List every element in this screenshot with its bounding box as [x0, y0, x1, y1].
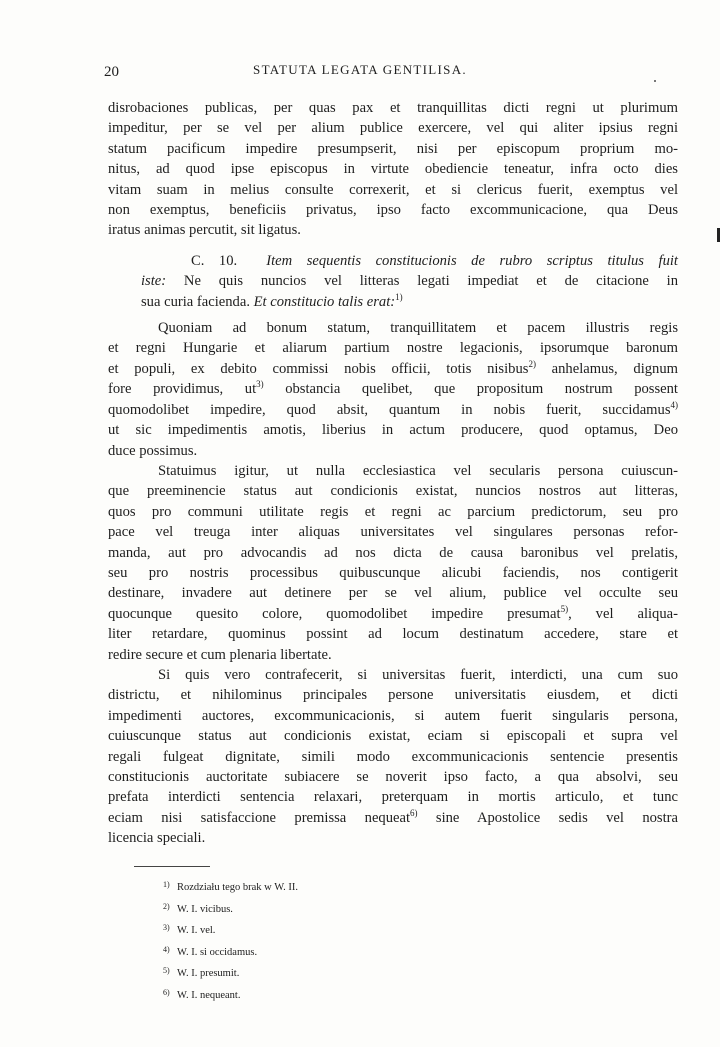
- footnote-rule: [134, 866, 210, 867]
- footnote-mark: 1): [163, 880, 170, 889]
- text-line: destinare, invadere aut detinere per se vel alium, publice vel occulte seu: [108, 585, 678, 602]
- text-line: [141, 251, 678, 271]
- text-line: cuiuscunque status aut condicionis existat, eciam si episcopali et supra vel: [108, 728, 678, 745]
- text-line: quos pro communi utilitate regis et regni ac parcium predictorum, seu pro: [108, 503, 678, 520]
- footnote-mark: 2): [163, 901, 170, 911]
- paragraph-3: [108, 461, 678, 665]
- text-run: eciam nisi satisfaccione premissa nequeat: [108, 809, 411, 826]
- footnote-mark: 3): [163, 923, 170, 933]
- footnote-ref: 4): [670, 399, 678, 410]
- footnote: [163, 962, 298, 984]
- text-line: seu pro nostris processibus quibuscunque alicubi faciendis, nos contigerit: [108, 564, 678, 581]
- footnote-ref: 6): [410, 807, 418, 818]
- text-line: districtu, et nihilominus principales persone universitatis eiusdem, et dicti: [108, 687, 678, 704]
- running-head: STATUTA LEGATA GENTILISA.: [253, 62, 467, 77]
- text-line: et regni Hungarie et aliarum partium nostre legacionis, ipsorumque baronum: [108, 340, 678, 357]
- text-line: [141, 292, 678, 312]
- footnote-text: W. I. vicibus.: [177, 903, 233, 915]
- text-run: et populi, ex debito commissi nobis officii, totis nisibus: [108, 360, 529, 377]
- text-run: sine Apostolice sedis vel nostra: [417, 809, 678, 826]
- paragraph-1: [108, 98, 678, 241]
- chapter-number: C. 10.: [191, 252, 238, 269]
- text-run: fore providimus, ut: [108, 381, 257, 398]
- chapter-title: Ne quis nuncios vel litteras legati impediat et de citacione in: [166, 273, 678, 290]
- footnote: [163, 919, 298, 941]
- chapter-title-end: sua curia facienda.: [141, 293, 254, 310]
- text-line: liter retardare, quominus possint ad locum destinatum accedere, stare et: [108, 626, 678, 643]
- text-line: vitam suam in melius consulte correxerit, et si clericus fuerit, exemptus vel: [108, 181, 678, 198]
- text-line: [108, 604, 678, 624]
- text-line: [108, 359, 678, 379]
- text-run: anhelamus, dignum: [535, 360, 679, 377]
- footnote-ref: 3): [256, 379, 264, 390]
- chapter-closing: Et constitucio talis erat:: [253, 293, 396, 310]
- footnote: [163, 941, 298, 963]
- footnote-ref: 2): [528, 358, 536, 369]
- footnote-ref: 5): [560, 603, 569, 614]
- footnote: [163, 876, 298, 898]
- footnote-text: Rozdziału tego brak w W. II.: [177, 882, 299, 893]
- main-text: [108, 98, 678, 849]
- text-line: manda, aut pro advocandis ad nos dicta de causa baronibus vel prelatis,: [108, 544, 678, 561]
- chapter-rubric-end: iste:: [141, 273, 167, 290]
- text-line: Si quis vero contrafecerit, si universitas fuerit, interdicti, una cum suo: [158, 666, 678, 683]
- text-line: ut sic impedimentis amotis, liberius in actum producere, quod optamus, Deo: [108, 422, 678, 439]
- text-line: non exemptus, beneficiis privatus, ipso facto excommunicacione, qua Deus: [108, 202, 678, 219]
- page-number: 20: [104, 64, 119, 80]
- footnote: [163, 984, 298, 1006]
- text-line: [108, 379, 678, 399]
- paragraph-2: [108, 318, 678, 461]
- footnote-text: W. I. vel.: [177, 925, 216, 937]
- text-line: nitus, ad quod ipse episcopus in virtute obediencie teneatur, infra octo dies: [108, 161, 678, 178]
- text-run: quocunque quesito colore, quomodolibet impedire presumat: [108, 605, 561, 622]
- text-line: statum pacificum impedire presumpserit, nisi per episcopum proprium mo-: [108, 140, 678, 157]
- footnote-ref: 1): [395, 291, 403, 302]
- text-line: [141, 271, 678, 291]
- text-line: Statuimus igitur, ut nulla ecclesiastica vel secularis persona cuiuscun-: [158, 462, 678, 479]
- chapter-heading: [141, 251, 678, 312]
- text-line: que preeminencie status aut condicionis existat, nuncios nostros aut litteras,: [108, 483, 678, 500]
- text-line: prefata interdicti sentencia relaxari, preterquam in mortis articulo, et tunc: [108, 789, 678, 806]
- text-line: [108, 808, 678, 828]
- text-run: obstancia quelibet, que propositum nostrum possent: [263, 381, 678, 398]
- text-line: [108, 400, 678, 420]
- text-line: duce possimus.: [108, 442, 198, 459]
- text-line: constitucionis auctoritate subiacere se noverit ipso facto, a qua absolvi, seu: [108, 769, 678, 785]
- text-line: impeditur, per se vel per alium publice exercere, vel qui aliter ipsius regni: [108, 120, 678, 137]
- text-run: , vel aliqua-: [568, 605, 678, 622]
- text-line: pace vel treuga inter aliquas universitates vel singulares personas refor-: [108, 524, 678, 541]
- footnote-text: W. I. presumit.: [177, 968, 240, 980]
- footnote-text: W. I. si occidamus.: [177, 946, 258, 958]
- footnote-mark: 6): [163, 987, 170, 997]
- text-line: licencia speciali.: [108, 830, 206, 847]
- text-line: iratus animas percutit, sit ligatus.: [108, 222, 301, 239]
- text-line: disrobaciones publicas, per quas pax et tranquillitas dicti regni ut plurimum: [108, 100, 678, 116]
- footnote-mark: 4): [163, 944, 170, 954]
- footnote-text: W. I. nequeant.: [177, 989, 241, 1001]
- footnote-mark: 5): [163, 966, 170, 976]
- text-line: Quoniam ad bonum statum, tranquillitatem et pacem illustris regis: [158, 320, 678, 337]
- text-line: redire secure et cum plenaria libertate.: [108, 646, 332, 663]
- paragraph-4: [108, 665, 678, 849]
- footnotes: [163, 876, 298, 1006]
- text-line: regali fulgeat dignitate, simili modo excommunicacionis sentencie presentis: [108, 748, 678, 765]
- margin-dot: [654, 80, 656, 82]
- text-line: impedimenti auctores, excommunicacionis, si autem fuerit singularis persona,: [108, 707, 678, 724]
- chapter-rubric: Item sequentis constitucionis de rubro scriptus titulus fuit: [266, 252, 678, 269]
- footnote: [163, 898, 298, 920]
- text-run: quomodolibet impedire, quod absit, quantum in nobis fuerit, succidamus: [108, 401, 671, 418]
